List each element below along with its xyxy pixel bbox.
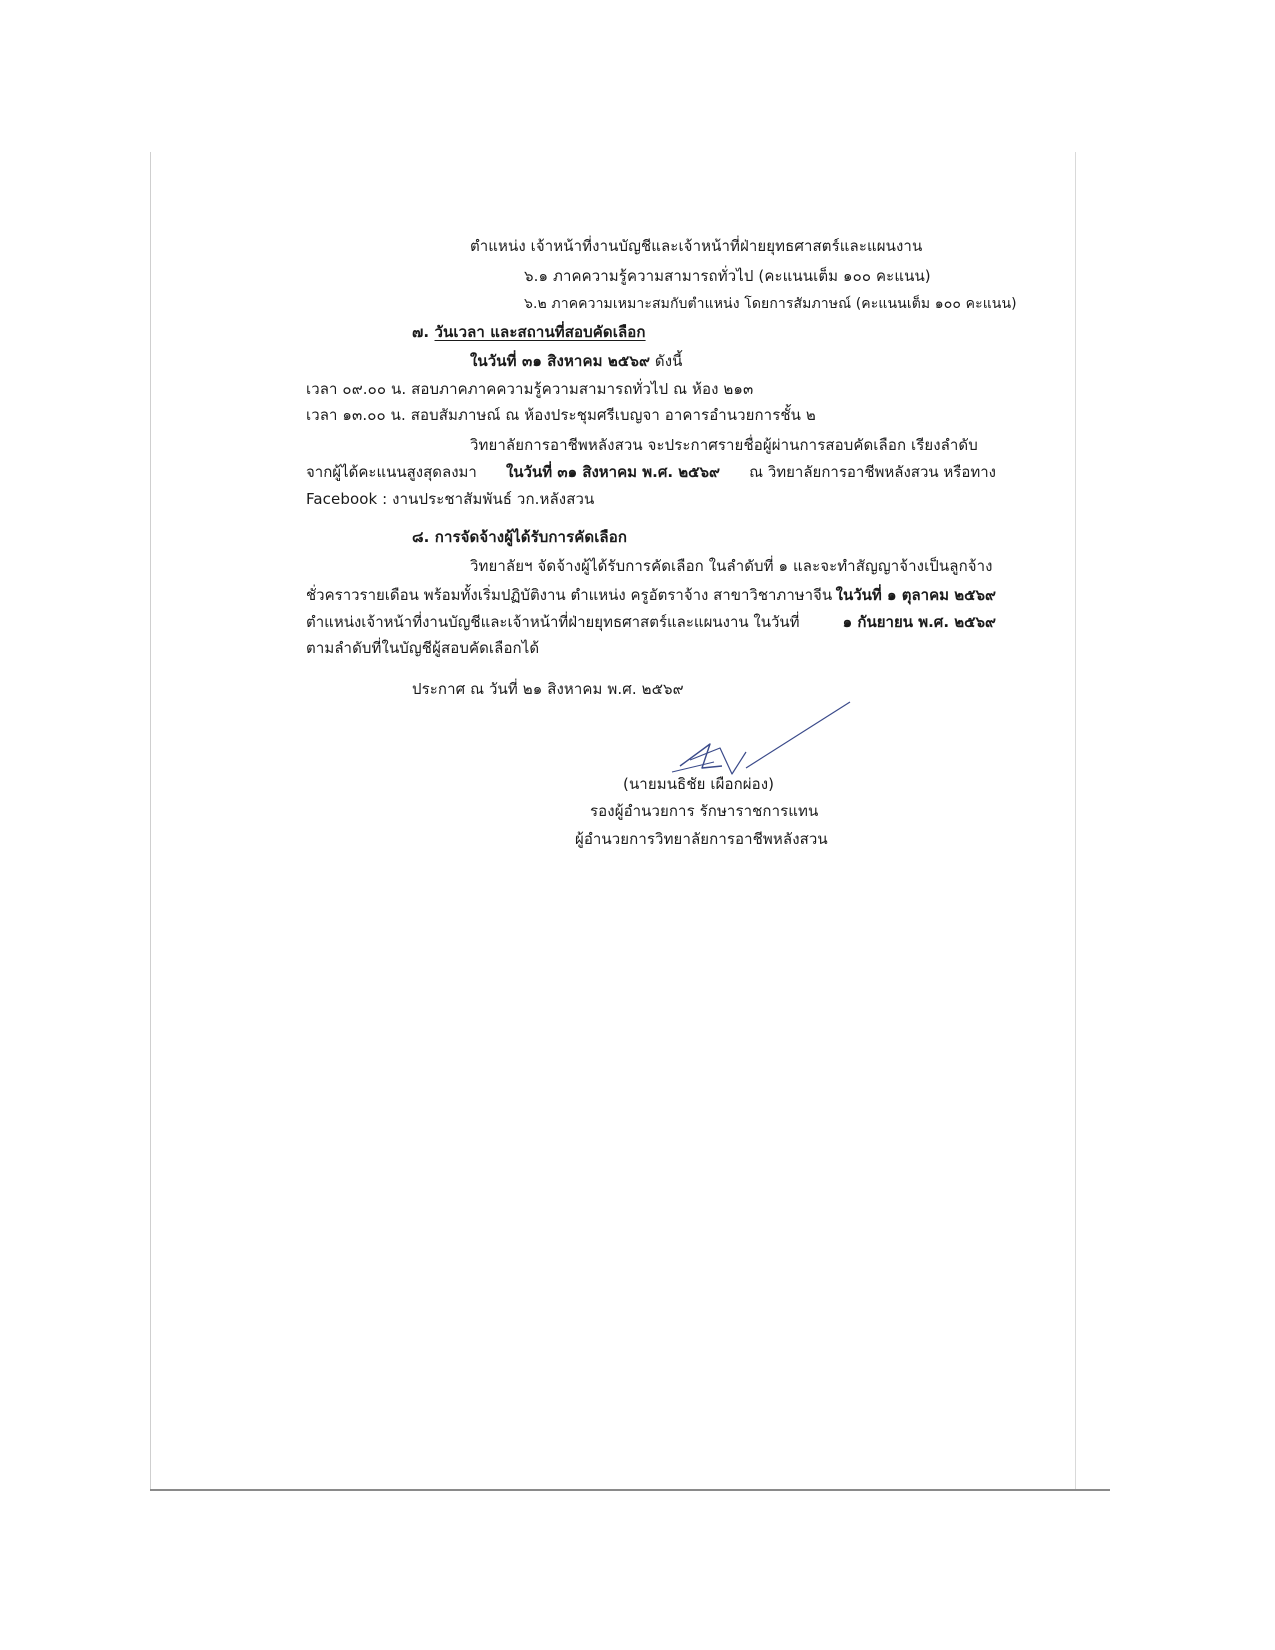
section7-para-line2 [306,462,996,482]
page-edge-right [1075,152,1076,1489]
section7-date-tail: ดังนี้ [650,352,683,370]
exam-time-1: เวลา ๐๙.๐๐ น. สอบภาคภาคความรู้ความสามารถทั่วไป ณ ห้อง ๒๑๓ [306,380,754,398]
section8-start-date: ในวันที่ ๑ ตุลาคม ๒๕๖๙ [835,586,996,604]
section8-para-line4: ตามลำดับที่ในบัญชีผู้สอบคัดเลือกได้ [306,639,540,657]
exam-time-2: เวลา ๑๓.๐๐ น. สอบสัมภาษณ์ ณ ห้องประชุมศรีเบญจา อาคารอำนวยการชั้น ๒ [306,406,816,424]
section7-title: วันเวลา และสถานที่สอบคัดเลือก [434,323,646,341]
section7-number: ๗. [412,323,430,341]
section8-heading: ๘. การจัดจ้างผู้ได้รับการคัดเลือก [412,528,628,546]
section7-para-line1: วิทยาลัยการอาชีพหลังสวน จะประกาศรายชื่อผู้ผ่านการสอบคัดเลือก เรียงลำดับ [470,436,978,454]
section7-para-line2-c: ณ วิทยาลัยการอาชีพหลังสวน หรือทาง [749,463,996,481]
section7-date: ในวันที่ ๓๑ สิงหาคม ๒๕๖๙ [470,352,651,370]
page-edge-bottom [150,1489,1110,1491]
signer-title-1: รองผู้อำนวยการ รักษาราชการแทน [590,802,819,820]
section7-announce-date: ในวันที่ ๓๑ สิงหาคม พ.ศ. ๒๕๖๙ [505,463,721,481]
section7-para-line2-a: จากผู้ได้คะแนนสูงสุดลงมา [306,463,477,481]
page-edge-left [150,152,151,1489]
section8-para-line2 [306,585,996,605]
section8-para-line3-a: ตำแหน่งเจ้าหน้าที่งานบัญชีและเจ้าหน้าที่ฝ่ายยุทธศาสตร์และแผนงาน ในวันที่ [306,613,800,631]
section8-para-line1: วิทยาลัยฯ จัดจ้างผู้ได้รับการคัดเลือก ในลำดับที่ ๑ และจะทำสัญญาจ้างเป็นลูกจ้าง [470,557,993,575]
facebook-line: Facebook : งานประชาสัมพันธ์ วก.หลังสวน [306,490,595,508]
section8-staff-date: ๑ กันยายน พ.ศ. ๒๕๖๙ [842,613,996,631]
signature-image [650,696,890,786]
item-6-1: ๖.๑ ภาคความรู้ความสามารถทั่วไป (คะแนนเต็ม ๑๐๐ คะแนน) [524,267,931,285]
item-6-2: ๖.๒ ภาคความเหมาะสมกับตำแหน่ง โดยการสัมภาษณ์ (คะแนนเต็ม ๑๐๐ คะแนน) [524,296,1017,312]
position-line: ตำแหน่ง เจ้าหน้าที่งานบัญชีและเจ้าหน้าที่ฝ่ายยุทธศาสตร์และแผนงาน [470,237,923,255]
announce-date: ประกาศ ณ วันที่ ๒๑ สิงหาคม พ.ศ. ๒๕๖๙ [412,680,684,698]
signer-name: (นายมนธิชัย เผือกผ่อง) [623,775,775,793]
signer-title-2: ผู้อำนวยการวิทยาลัยการอาชีพหลังสวน [575,830,828,848]
section8-para-line3 [306,612,996,632]
section7-date-line [470,351,683,371]
section7-heading [412,322,646,342]
section8-para-line2-a: ชั่วคราวรายเดือน พร้อมทั้งเริ่มปฏิบัติงาน ตำแหน่ง ครูอัตราจ้าง สาขาวิชาภาษาจีน [306,586,833,604]
